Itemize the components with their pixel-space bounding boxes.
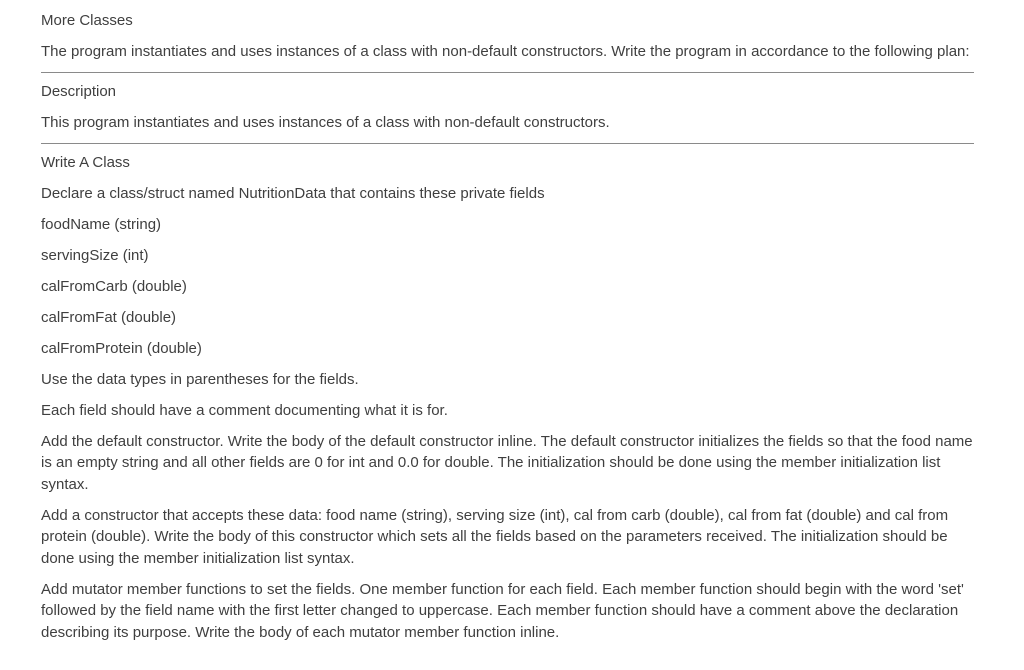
document-body	[41, 10, 974, 653]
declare-paragraph: Declare a class/struct named NutritionData that contains these private fields	[41, 184, 545, 202]
section-title-description: Description	[41, 83, 117, 100]
default-constructor-paragraph: Add the default constructor. Write the body of the default constructor inline. The default constructor initializes the fields so that the food name is an empty string and all other fields are 0 for int and 0.0 for double. The initialization should be done using the member initialization list syntax.	[41, 432, 973, 493]
mutators-paragraph: Add mutator member functions to set the fields. One member function for each field. Each member function should begin with the word 'set' followed by the field name with the first letter changed to uppercase. Each member function should have a comment above the declaration describing its purpose. Write the body of each mutator member function inline.	[41, 580, 964, 641]
section-title-write-a-class: Write A Class	[41, 154, 130, 171]
field-item: calFromProtein (double)	[41, 339, 202, 357]
comment-note: Each field should have a comment documenting what it is for.	[41, 401, 448, 419]
data-types-note: Use the data types in parentheses for the fields.	[41, 370, 359, 388]
field-item: servingSize (int)	[41, 246, 149, 264]
param-constructor-paragraph: Add a constructor that accepts these data: food name (string), serving size (int), cal from carb (double), cal from fat (double) and cal from protein (double). Write the body of this constructor which sets all the fields based on the parameters received. The initialization should be done using the member initialization list syntax.	[41, 506, 949, 567]
field-item: calFromCarb (double)	[41, 277, 187, 295]
divider	[41, 72, 974, 73]
intro-paragraph: The program instantiates and uses instances of a class with non-default constructors. Write the program in accordance to the following plan:	[41, 42, 970, 60]
section-title-more-classes: More Classes	[41, 12, 133, 29]
description-paragraph: This program instantiates and uses instances of a class with non-default constructors.	[41, 113, 610, 131]
field-item: calFromFat (double)	[41, 308, 177, 326]
divider	[41, 143, 974, 144]
field-item: foodName (string)	[41, 215, 162, 233]
